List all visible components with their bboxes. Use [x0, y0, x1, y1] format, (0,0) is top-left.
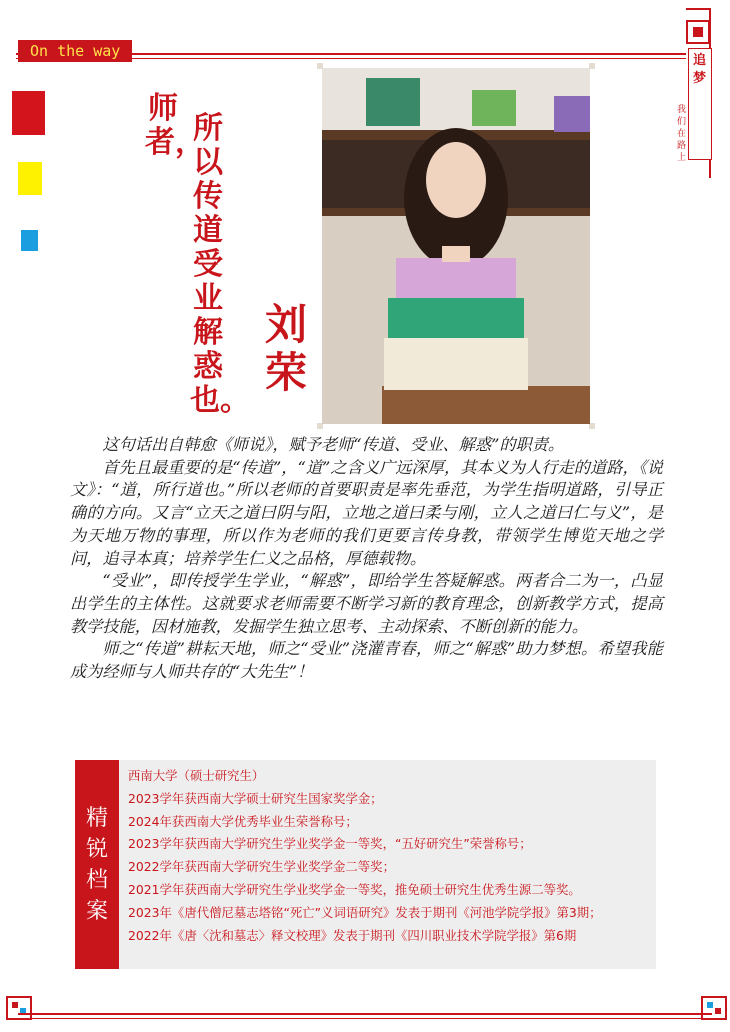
right-frame-top-rule	[686, 8, 711, 10]
archive-title-char: 精 锐 档 案	[85, 806, 108, 924]
archive-title	[75, 803, 119, 927]
archive-item: 2021学年获西南大学研究生学业奖学金一等奖，推免硕士研究生优秀生源二等奖。	[128, 881, 581, 897]
archive-item: 2022学年获西南大学研究生学业奖学金二等奖；	[128, 859, 395, 875]
article-body	[70, 434, 663, 684]
archive-item: 2023学年获西南大学硕士研究生国家奖学金；	[128, 790, 383, 806]
bottom-rule-thin	[18, 1018, 712, 1019]
decor-block-yellow	[18, 162, 42, 195]
decor-block-blue	[21, 230, 38, 251]
quote-column-1: 师者，	[145, 91, 205, 160]
side-subtitle: 我们在路上	[677, 105, 687, 163]
archive-list	[128, 766, 648, 948]
side-title: 追梦	[693, 53, 707, 86]
bottom-rule	[18, 1013, 712, 1015]
portrait-photo	[322, 68, 590, 424]
archive-item: 西南大学（硕士研究生）	[128, 768, 265, 783]
archive-item: 2024年获西南大学优秀毕业生荣誉称号；	[128, 813, 358, 829]
corner-ornament-top-right	[686, 20, 710, 44]
archive-item: 2023学年获西南大学研究生学业奖学金一等奖，“五好研究生”荣誉称号；	[128, 836, 532, 852]
decor-block-red	[12, 91, 45, 135]
article-paragraph: “受业”，即传授学生学业，“解惑”，即给学生答疑解惑。两者合二为一，凸显出学生的主体性。这就要求老师需要不断学习新的教育理念，创新教学方式，提高教学技能，因材施教，发掘学生独立思考、主动探索、不断创新的能力。	[70, 571, 663, 636]
archive-item: 2023年《唐代僧尼墓志塔铭“死亡”义词语研究》发表于期刊《河池学院学报》第3期；	[128, 904, 602, 920]
article-paragraph: 师之“传道”耕耘天地，师之“受业”浇灌青春，师之“解惑”助力梦想。希望我能成为经师与人师共存的“大先生”！	[70, 639, 663, 682]
person-name: 刘荣	[264, 300, 307, 397]
archive-item: 2022年《唐〈沈和墓志〉释文校理》发表于期刊《四川职业技术学院学报》第6期	[128, 927, 577, 943]
quote-column-2: 所以传道受业解惑也。	[190, 111, 250, 418]
article-paragraph: 首先且最重要的是“传道”，“道”之含义广远深厚，其本义为人行走的道路，《说文》：“道，所行道也。”所以老师的首要职责是率先垂范，为学生指明道路，引导正确的方向。又言“立天之道曰阴与阳，立地之道曰柔与刚，立人之道曰仁与义”，是为天地万物的事理，所以作为老师的我们更要言传身教，带领学生博览天地之学问，追寻本真；培养学生仁义之品格，厚德载物。	[70, 457, 663, 568]
article-paragraph: 这句话出自韩愈《师说》，赋予老师“传道、受业、解惑”的职责。	[102, 435, 565, 454]
header-badge: On the way	[18, 40, 132, 62]
